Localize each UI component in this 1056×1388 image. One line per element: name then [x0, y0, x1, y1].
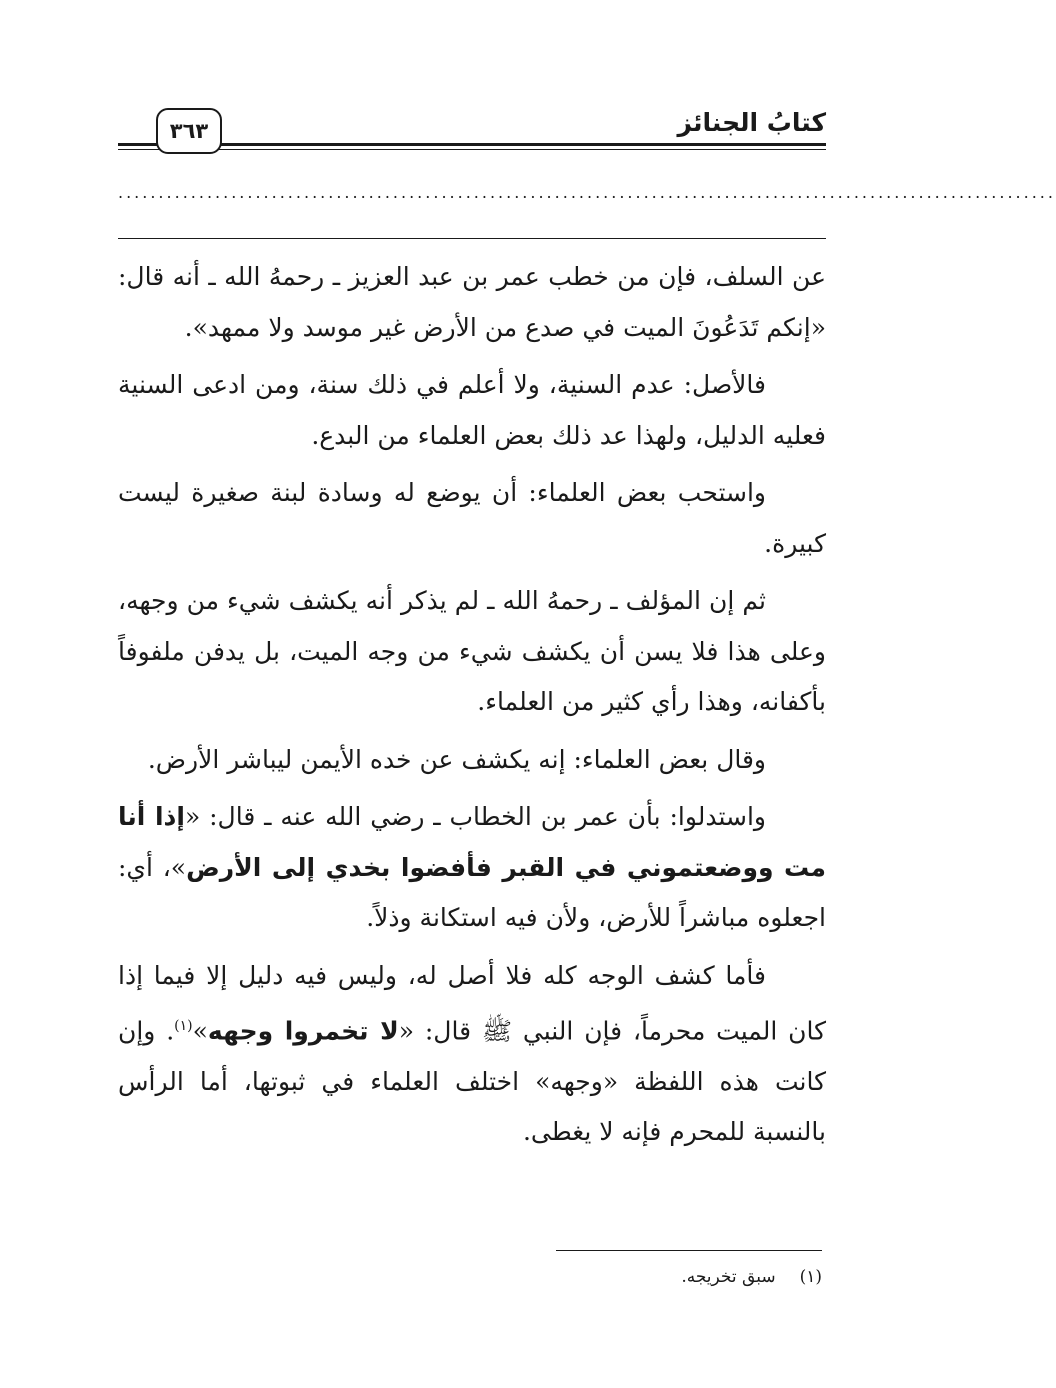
main-text	[118, 252, 826, 1165]
paragraph-4: ثم إن المؤلف ـ رحمهُ الله ـ لم يذكر أنه يكشف شيء من وجهه، وعلى هذا فلا يسن أن يكشف شيء من وجه الميت، بل يدفن ملفوفاً بأكفانه، وهذا رأي كثير من العلماء.	[118, 586, 826, 716]
p7-quote: لا تخمروا وجهه	[207, 1016, 399, 1046]
paragraph-1: عن السلف، فإن من خطب عمر بن عبد العزيز ـ رحمهُ الله ـ أنه قال: «إنكم تَدَعُونَ الميت في صدع من الأرض غير موسد ولا ممهد».	[118, 262, 826, 342]
p6-after: »، أي: اجعلوه مباشراً للأرض، ولأن فيه استكانة وذلاً.	[118, 852, 826, 932]
paragraph-7	[118, 951, 826, 1158]
p7-after: »	[192, 1016, 208, 1046]
separator-line	[118, 238, 826, 239]
paragraph-5: وقال بعض العلماء: إنه يكشف عن خده الأيمن ليباشر الأرض.	[147, 744, 766, 774]
page-number: ٣٦٣	[156, 108, 222, 154]
paragraph-6	[118, 792, 826, 944]
p7-before: فأما كشف الوجه كله فلا أصل له، وليس فيه دليل إلا فيما إذا كان الميت محرماً، فإن النبي ﷺ قال: «	[118, 960, 826, 1046]
paragraph-2: فالأصل: عدم السنية، ولا أعلم في ذلك سنة، ومن ادعى السنية فعليه الدليل، ولهذا عد ذلك بعض العلماء من البدع.	[118, 370, 826, 450]
header-rule	[118, 143, 826, 150]
footnote-text: سبق تخريجه.	[681, 1267, 776, 1287]
p7-end: . وإن كانت هذه اللفظة «وجهه» اختلف العلماء في ثبوتها، أما الرأس بالنسبة للمحرم فإنه لا يغطى.	[118, 1016, 826, 1147]
footnote-ref[interactable]: (١)	[174, 1018, 193, 1034]
footnote-number: (١)	[799, 1267, 822, 1287]
paragraph-3: واستحب بعض العلماء: أن يوضع له وسادة لبنة صغيرة ليست كبيرة.	[118, 478, 826, 558]
page-header	[118, 100, 826, 160]
footnote-rule	[556, 1250, 822, 1251]
footnote	[322, 1264, 822, 1290]
p6-quote: إذا أنا مت ووضعتموني في القبر فأفضوا بخدي إلى الأرض	[118, 802, 826, 882]
p6-before: واستدلوا: بأن عمر بن الخطاب ـ رضي الله عنه ـ قال: «	[184, 802, 766, 831]
running-title: كتابُ الجنائز	[677, 108, 826, 137]
dotted-separator: ....................................................................................................................	[118, 183, 1056, 202]
